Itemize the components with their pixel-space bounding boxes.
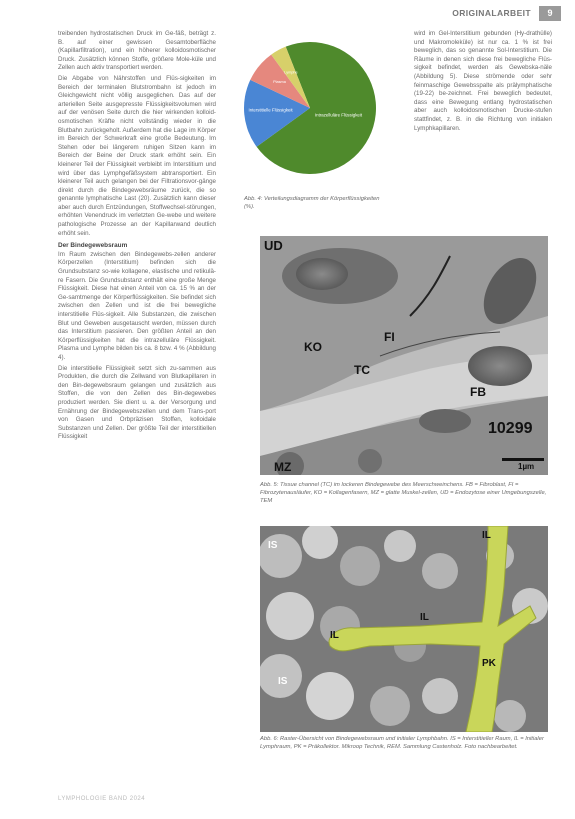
label-mz: MZ	[274, 460, 292, 474]
paragraph: Die Abgabe von Nährstoffen und Flüs-sigkeiten im Bereich der terminalen Blutstrombahn ist jedoch im Gleichgewicht nicht völlig ausgeglichen. Das auf der arteriellen Seite ausgepresste Flüssigkeitsvolumen wird auf der venösen Seite durch die hier wirkenden kolloid-osmotischen Kräfte nicht vollständig wieder in die Blutbahn zurückgeholt. Außerdem hat die Lage im Körper im Bereich der Schwerkraft eine große Bedeutung. Im Stehen oder bei längerem ruhigen Sitzen kann im Bereich der Beine der Druck stark erhöht sein. Ein kleinerer Teil der Flüssigkeit verbleibt im Interstitium und wird über das Lymphgefäßsystem abtransportiert. Ein kleinerer Teil auch gelangen bei der Filtrationsvor-gänge direkt durch die Bindegewebsräume zurück, die so genannte lymphatische Last (20). Zusätzlich kann dieser aber auch durch Entzündungen, Stoffwechsel-störungen, erhöhten Venendruck im verletzten Ge-webe und weitere pathologische Prozesse an der Kapillarwand deutlich erhöht sein.	[58, 74, 216, 237]
label-ud: UD	[264, 238, 283, 253]
section-heading: Der Bindegewebsraum	[58, 242, 128, 250]
label-ko: KO	[304, 340, 322, 354]
pie-slice-label-2: Plasma	[273, 79, 286, 84]
pie-slice-label-0: Intrazelluläre Flüssigkeit	[314, 112, 363, 118]
figure-4-caption: Abb. 4: Verteilungsdiagramm der Körperflüssigkeiten (%).	[244, 196, 380, 210]
figure-6-caption: Abb. 6: Raster-Übersicht von Bindegewebsraum und initialer Lymphbahn. IS = Interstitieller Raum, IL = Initialer Lymphraum, PK = Präkollektor. Mikroop Technik, REM. Sammlung Castenholz. Foto nachbearbeitet.	[260, 736, 544, 750]
label-fb: FB	[470, 385, 486, 399]
label-pk: PK	[482, 658, 496, 669]
figure-4-pie-chart	[236, 34, 384, 200]
right-text-column	[414, 30, 552, 135]
page-footer: LYMPHOLOGIE BAND 2024	[58, 796, 146, 802]
figure-5-caption: Abb. 5: Tissue channel (TC) im lockeren Bindegewebe des Meerschweinchens. FB = Fibroblast, FI = Fibrozytenausläufer, KO = Kollagenfasern, MZ = glatte Muskel-zellen, UD = Endozytose einer Umgebungszelle, TEM	[260, 482, 547, 504]
scale-bar-label: 1µm	[518, 462, 535, 471]
paragraph: wird im Gel-Interstitium gebunden (Hy-drathülle) und Makromoleküle) ist nur ca. 1 % ist frei beweglich, das so genannte Sol-Interstitium. Die Räume in denen sich diese frei bewegliche Flüs-sigkeit befindet, werden als Gewebska-näle (Abbildung 5). Diese strömende oder sehr feinmaschige Gewebsspalte als prälymphatische (19-22) be-zeichnet. Frei beweglich bedeutet, dass eine Bewegung entlang hydrostatischen aber auch kolloidosmotischen Drucke-stufen stattfindet, z. B. in die Richtung von initialen Lymphkapillaren.	[414, 30, 552, 132]
label-il-middle: IL	[420, 612, 429, 623]
paragraph: Die interstitielle Flüssigkeit setzt sich zu-sammen aus Produkten, die durch die Zellwand von Blutkapillaren in den Bin-degewebsraum gelangen und zusätzlich aus Stoffen, die von den Zellen des Bin-degewebes produziert werden. Sie dient u. a. der Versorgung und Ernährung der Bindegewebszellen und dem Trans-port von Gasen und Orbpräzisen Stoffen, kolloidale Substanzen und Zellen. Der größte Teil der interstitiellen Flüssigkeit	[58, 364, 216, 441]
pie-slice-label-1: Interstitielle Flüssigkeit	[248, 107, 293, 113]
figure-6-sem-micrograph	[260, 526, 548, 732]
label-is-top: IS	[268, 540, 278, 551]
page-header	[0, 6, 575, 22]
label-fi: FI	[384, 330, 395, 344]
tem-image	[260, 236, 548, 475]
scale-bar	[502, 458, 544, 461]
sem-image	[260, 526, 548, 732]
label-il-top: IL	[482, 530, 491, 541]
figure-5-tem-micrograph	[260, 236, 548, 475]
label-tc: TC	[354, 363, 370, 377]
left-text-column	[58, 30, 216, 444]
pie-chart-svg	[236, 34, 384, 196]
page-number: 9	[539, 6, 561, 21]
section-label: ORIGINALARBEIT	[452, 8, 531, 18]
image-id-number: 10299	[488, 420, 533, 437]
label-is-bottom: IS	[278, 676, 288, 687]
paragraph: Im Raum zwischen den Bindegewebs-zellen anderer Körperzellen (Interstitium) befinden sich die Grundsubstanz so-wie kollagene, elastische und retikulä-re Fasern. Die Grundsubstanz enthält eine große Menge Flüssigkeit. Diese hat einen Anteil von ca. 15 % an der Ge-samtmenge der Körperflüssigkeiten. Sie befindet sich zwischen den Zellen und ist die frei bewegliche interstitielle Flüs-sigkeit. Alle Substanzen, die zwischen Blut und Geweben ausgetauscht werden, müssen durch das Interstitium passieren. Den größten Anteil an den Körperflüssigkeiten hat die intrazelluläre Flüssigkeit. Plasma und Lymphe bilden bis ca. 8 bzw. 4 % (Abbildung 4).	[58, 250, 216, 361]
label-il-left: IL	[330, 630, 339, 641]
paragraph: treibenden hydrostatischen Druck im Ge-fäß, beträgt z. B. auf einer gewissen Gesamtoberfläche (Kapillarfiltration), und ein höherer kolloidosmotischer Druck. Zusätzlich können Stoffe, größere Mole-küle und Zellen auch aktiv transportiert werden.	[58, 30, 216, 72]
pie-slice-label-3: Lymphe	[284, 70, 298, 75]
